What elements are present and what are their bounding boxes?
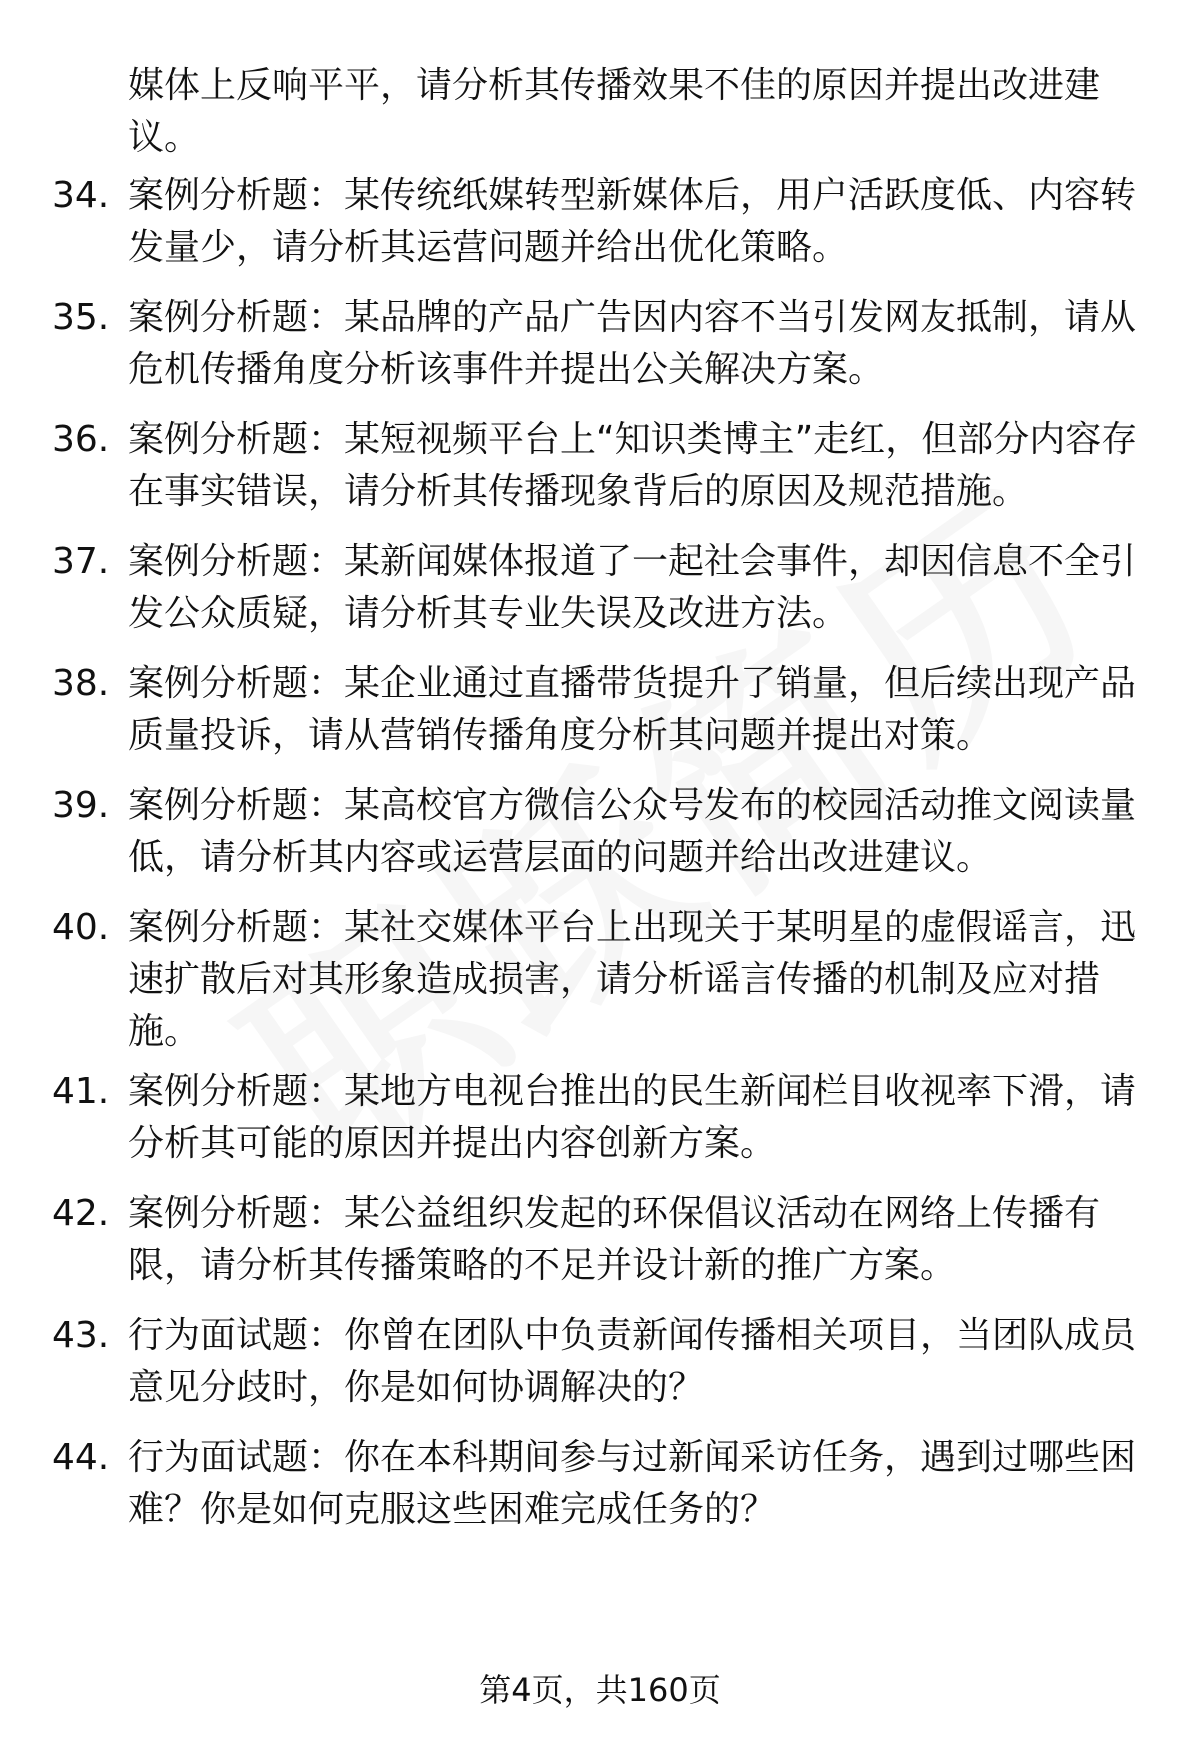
question-number: 40. <box>52 907 110 948</box>
question-number: 37. <box>52 541 110 582</box>
question-number: 38. <box>52 663 110 704</box>
question-continuation: 媒体上反响平平，请分析其传播效果不佳的原因并提出改进建议。 <box>128 65 1101 158</box>
question-text: 案例分析题：某高校官方微信公众号发布的校园活动推文阅读量低，请分析其内容或运营层面的问题并给出改进建议。 <box>128 785 1137 878</box>
question-text: 案例分析题：某传统纸媒转型新媒体后，用户活跃度低、内容转发量少，请分析其运营问题并给出优化策略。 <box>128 175 1137 268</box>
question-number: 39. <box>52 785 110 826</box>
question-text: 行为面试题：你在本科期间参与过新闻采访任务，遇到过哪些困难？你是如何克服这些困难完成任务的？ <box>128 1437 1137 1530</box>
question-text: 案例分析题：某社交媒体平台上出现关于某明星的虚假谣言，迅速扩散后对其形象造成损害，请分析谣言传播的机制及应对措施。 <box>128 907 1137 1052</box>
question-text: 案例分析题：某新闻媒体报道了一起社会事件，却因信息不全引发公众质疑，请分析其专业失误及改进方法。 <box>128 541 1137 634</box>
question-number: 34. <box>52 175 110 216</box>
question-number: 41. <box>52 1071 110 1112</box>
question-text: 行为面试题：你曾在团队中负责新闻传播相关项目，当团队成员意见分歧时，你是如何协调解决的？ <box>128 1315 1137 1408</box>
question-number: 36. <box>52 419 110 460</box>
page-footer: 第4页，共160页 <box>479 1671 721 1709</box>
question-text: 案例分析题：某品牌的产品广告因内容不当引发网友抵制，请从危机传播角度分析该事件并提出公关解决方案。 <box>128 297 1137 390</box>
question-number: 44. <box>52 1437 110 1478</box>
question-text: 案例分析题：某企业通过直播带货提升了销量，但后续出现产品质量投诉，请从营销传播角度分析其问题并提出对策。 <box>128 663 1137 756</box>
question-text: 案例分析题：某短视频平台上“知识类博主”走红，但部分内容存在事实错误，请分析其传播现象背后的原因及规范措施。 <box>128 419 1138 512</box>
question-number: 43. <box>52 1315 110 1356</box>
question-text: 案例分析题：某地方电视台推出的民生新闻栏目收视率下滑，请分析其可能的原因并提出内容创新方案。 <box>128 1071 1137 1164</box>
question-number: 42. <box>52 1193 110 1234</box>
question-number: 35. <box>52 297 110 338</box>
question-text: 案例分析题：某公益组织发起的环保倡议活动在网络上传播有限，请分析其传播策略的不足并设计新的推广方案。 <box>128 1193 1101 1286</box>
